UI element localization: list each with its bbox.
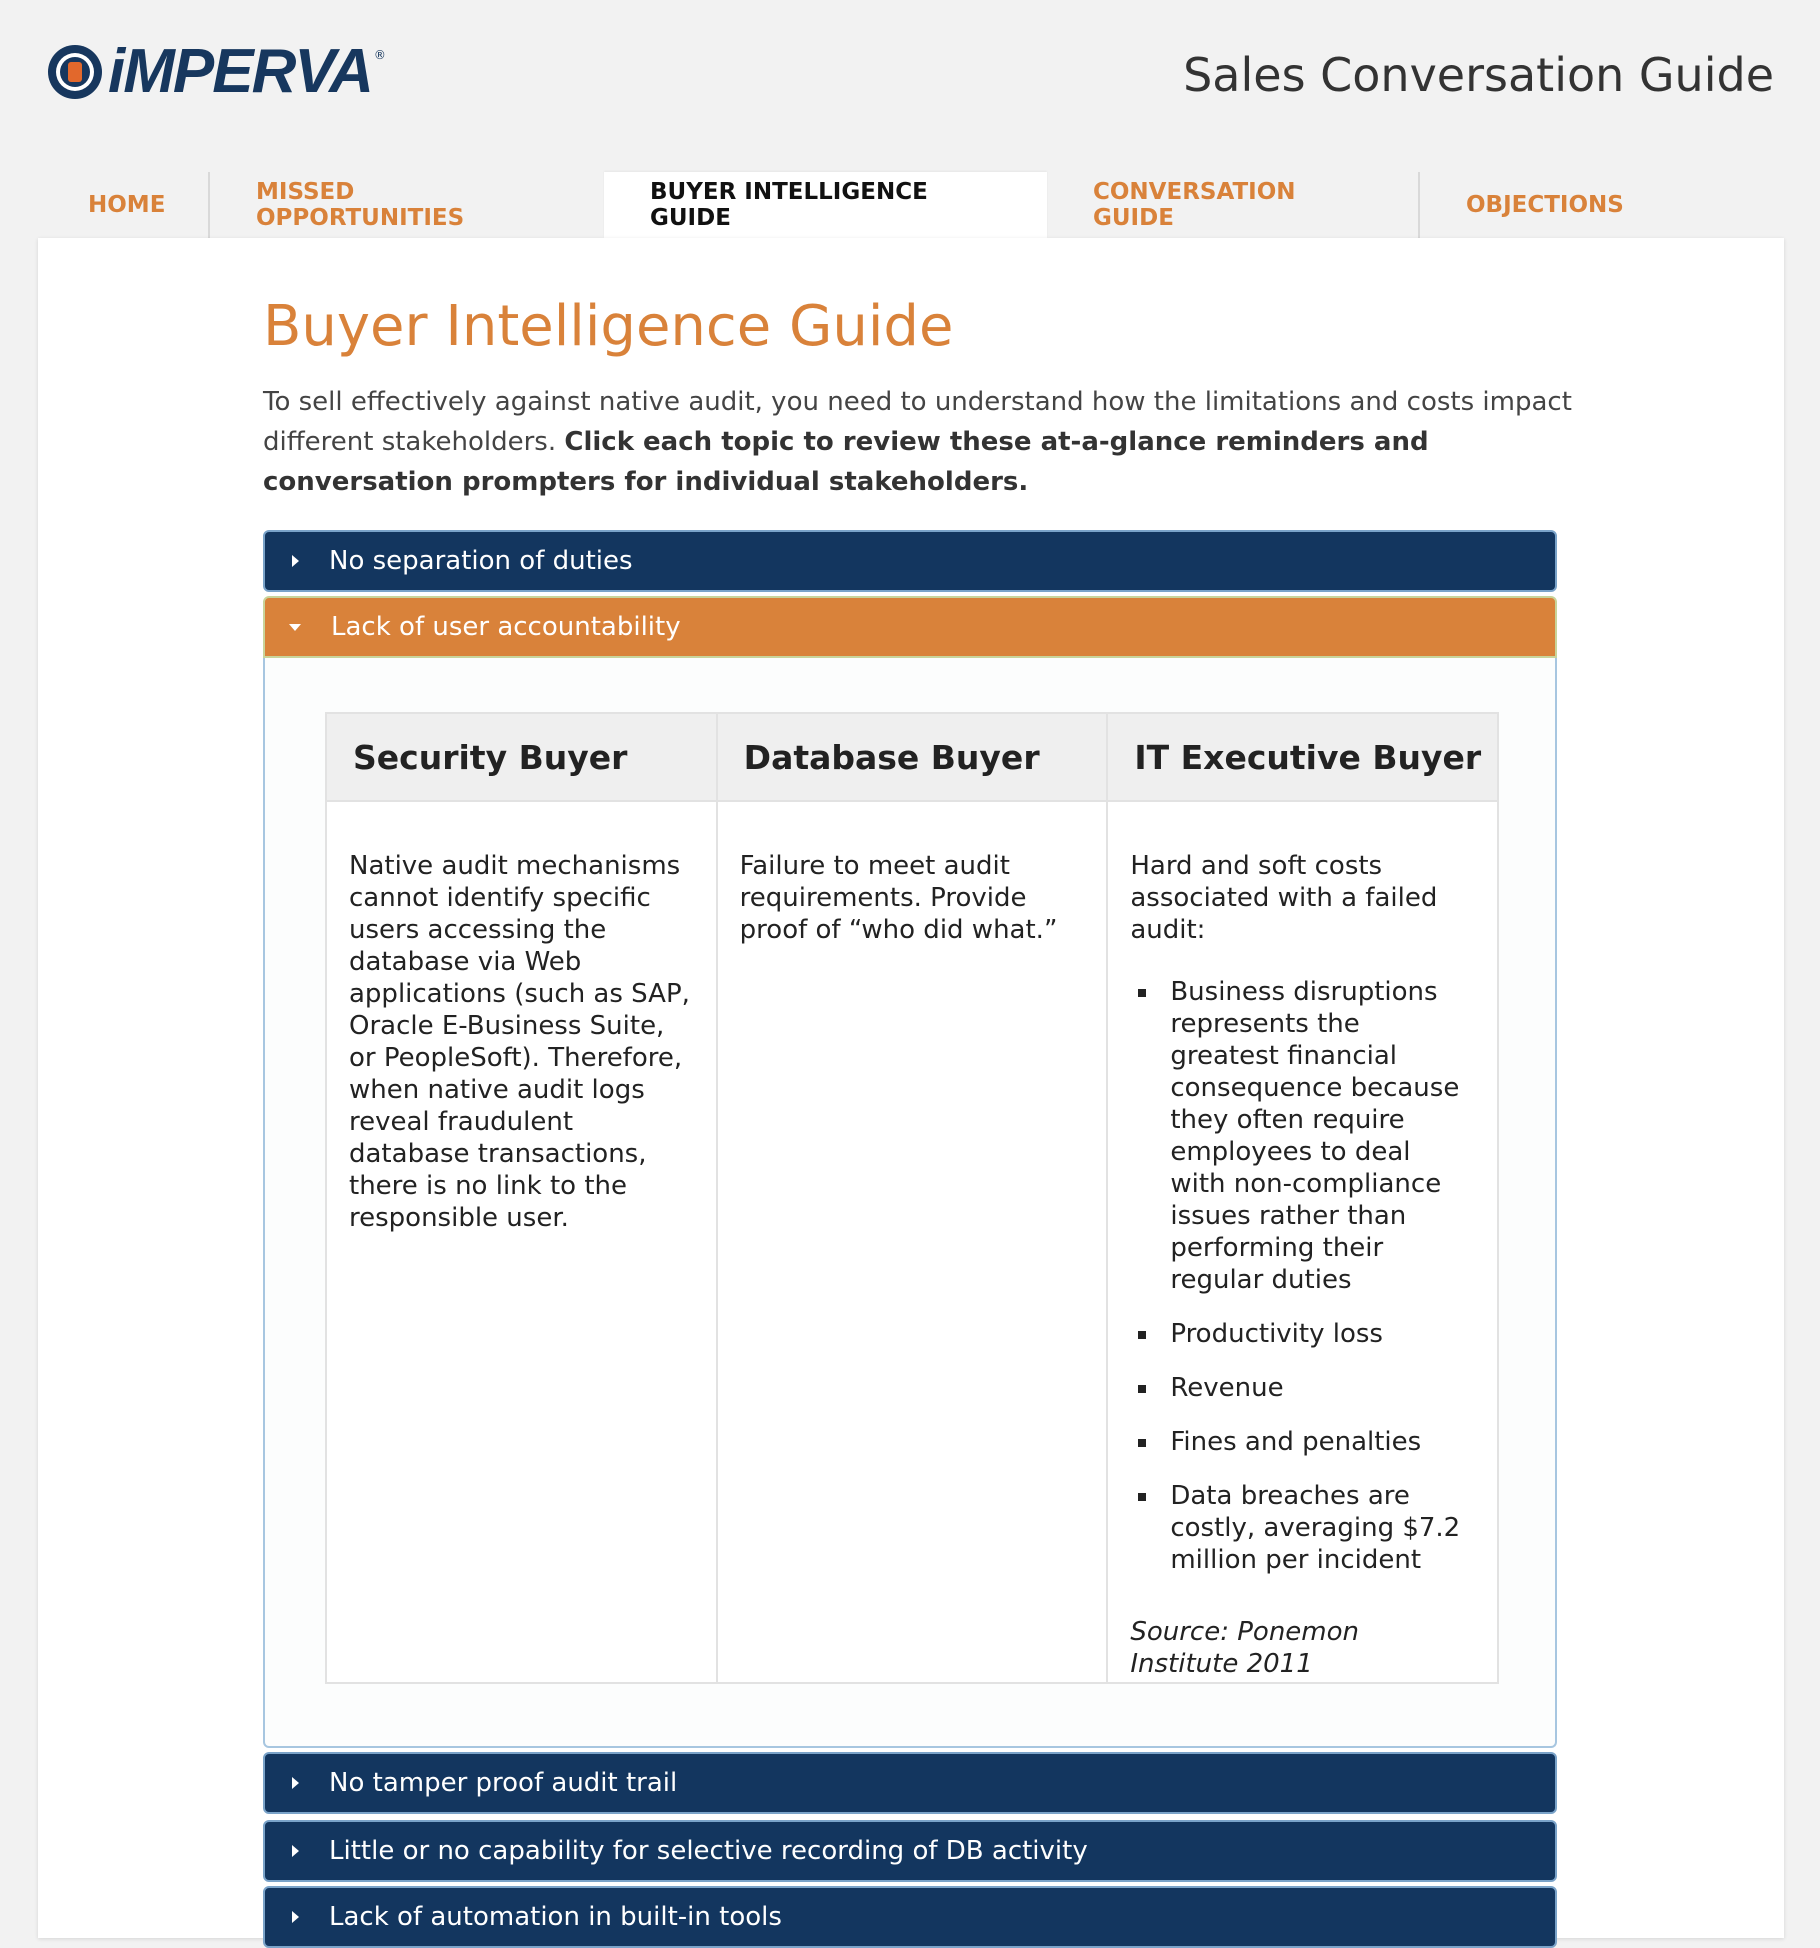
security-buyer-body — [327, 802, 716, 1234]
intro-text — [263, 382, 1583, 502]
site-title: Sales Conversation Guide — [1183, 48, 1774, 102]
list-item: Data breaches are costly, averaging $7.2 million per incident — [1170, 1480, 1473, 1576]
accordion-item-tamper-proof-audit — [263, 1752, 1557, 1814]
accordion-item-automation — [263, 1886, 1557, 1948]
caret-right-icon — [292, 1911, 299, 1923]
tab-missed-opportunities[interactable]: MISSED OPPORTUNITIES — [208, 172, 604, 238]
accordion-label: No separation of duties — [329, 546, 633, 576]
list-item: Fines and penalties — [1170, 1426, 1473, 1458]
security-buyer-text: Native audit mechanisms cannot identify specific users accessing the database via Web applications (such as SAP, Oracle E-Business Suite, or PeopleSoft). Therefore, when native audit logs reveal fraudulent database transactions, there is no link to the responsible user. — [349, 851, 690, 1233]
intro-bold: Click each topic to review these at-a-glance reminders and conversation prompters for individual stakeholders. — [263, 427, 1429, 497]
page-title: Buyer Intelligence Guide — [263, 294, 954, 359]
tab-home[interactable]: HOME — [88, 192, 166, 218]
content-panel — [38, 238, 1784, 1938]
caret-right-icon — [292, 555, 299, 567]
caret-down-icon — [289, 624, 301, 631]
logo-registered-mark: ® — [373, 48, 386, 62]
list-item: Business disruptions represents the greatest financial consequence because they often require employees to deal with non-compliance issues rather than performing their regular duties — [1170, 976, 1473, 1296]
accordion-body-user-accountability — [263, 658, 1557, 1748]
cost-list — [1130, 976, 1473, 1576]
source-citation: Source: Ponemon Institute 2011 — [1130, 1617, 1360, 1679]
database-buyer-text: Failure to meet audit requirements. Provide proof of “who did what.” — [739, 851, 1058, 945]
accordion-label: Lack of user accountability — [331, 612, 681, 642]
database-buyer-header: Database Buyer — [718, 714, 1107, 802]
buyer-table — [325, 712, 1499, 1684]
it-executive-intro: Hard and soft costs associated with a failed audit: — [1130, 851, 1438, 945]
it-executive-buyer-body — [1108, 802, 1497, 1680]
security-buyer-column — [327, 714, 716, 1682]
accordion-label: Lack of automation in built-in tools — [329, 1902, 782, 1932]
accordion-item-user-accountability — [263, 596, 1557, 1748]
security-buyer-header: Security Buyer — [327, 714, 716, 802]
tab-buyer-intelligence-guide[interactable]: BUYER INTELLIGENCE GUIDE — [604, 172, 1047, 238]
list-item: Revenue — [1170, 1372, 1473, 1404]
imperva-logo-icon — [46, 43, 104, 101]
accordion-item-separation-of-duties — [263, 530, 1557, 592]
it-executive-buyer-column — [1106, 714, 1497, 1682]
database-buyer-body — [718, 802, 1107, 946]
imperva-logo[interactable] — [46, 37, 386, 106]
accordion-header-selective-recording[interactable] — [263, 1820, 1557, 1882]
database-buyer-column — [716, 714, 1107, 1682]
accordion-label: No tamper proof audit trail — [329, 1768, 678, 1798]
caret-right-icon — [292, 1845, 299, 1857]
list-item: Productivity loss — [1170, 1318, 1473, 1350]
accordion-header-user-accountability[interactable] — [263, 596, 1557, 658]
intro-plain: To sell effectively against native audit, you need to understand how the limitations and costs impact different stakeholders. — [263, 387, 1572, 457]
tab-objections[interactable]: OBJECTIONS — [1418, 172, 1718, 238]
accordion-header-separation-of-duties[interactable] — [263, 530, 1557, 592]
main-nav-tabs — [38, 172, 1718, 238]
tab-conversation-guide[interactable]: CONVERSATION GUIDE — [1093, 179, 1296, 231]
it-executive-buyer-header: IT Executive Buyer — [1108, 714, 1497, 802]
logo-wordmark: iMPERVA — [108, 37, 372, 106]
accordion-header-tamper-proof-audit[interactable] — [263, 1752, 1557, 1814]
accordion-item-selective-recording — [263, 1820, 1557, 1882]
caret-right-icon — [292, 1777, 299, 1789]
accordion-label: Little or no capability for selective recording of DB activity — [329, 1836, 1088, 1866]
accordion-header-automation[interactable] — [263, 1886, 1557, 1948]
